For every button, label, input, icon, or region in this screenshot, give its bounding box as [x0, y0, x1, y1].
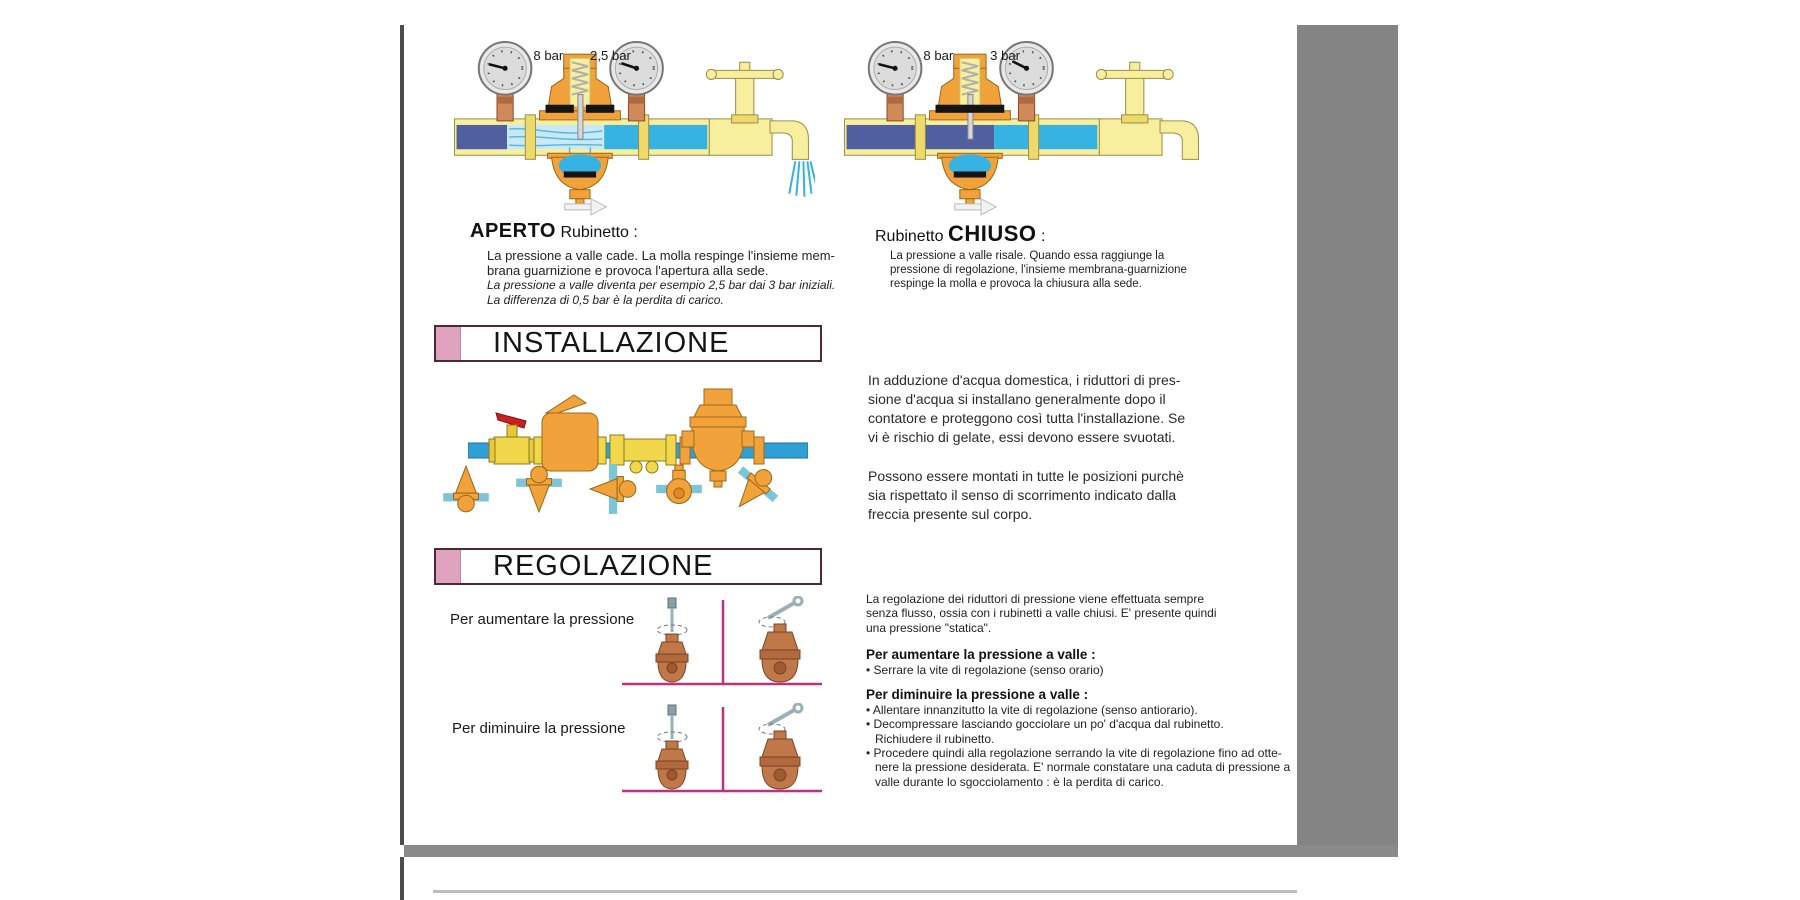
figure-open-line: brana guarnizione e provoca l'apertura alla sede.: [487, 263, 769, 278]
installazione-paragraph-1: [868, 371, 1185, 447]
regolazione-intro-line: senza flusso, ossia con i rubinetti a valle chiusi. E' presente quindi: [866, 606, 1217, 621]
small-reducer-icon: [656, 634, 688, 682]
figure-closed-heading: [875, 221, 1045, 247]
installazione-line: vi è rischio di gelate, essi devono essere svuotati.: [868, 429, 1176, 445]
figure-open-line-italic: La pressione a valle diventa per esempio 2,5 bar dai 3 bar iniziali.: [487, 278, 836, 292]
orientation-icon-down: [514, 462, 564, 516]
section-accent-block: [436, 327, 461, 360]
upstream-gauge-icon: [479, 42, 532, 121]
installazione-line: sione d'acqua si installano generalmente dopo il: [868, 391, 1166, 407]
figure-closed-heading-colon: :: [1040, 228, 1046, 245]
section-header-regolazione: [434, 548, 822, 585]
downstream-gauge-label: 2,5 bar: [590, 48, 631, 64]
increase-pressure-heading: Per aumentare la pressione a valle :: [866, 646, 1096, 662]
figure-open-body: [487, 248, 835, 307]
figure-closed-line: La pressione a valle risale. Quando essa raggiunge la: [890, 250, 1165, 262]
orientation-icon-side: [588, 462, 638, 516]
section-title-regolazione: REGOLAZIONE: [493, 550, 714, 582]
figure-open-heading: [470, 220, 638, 243]
downstream-gauge-label: 3 bar: [990, 48, 1021, 64]
installazione-line: In adduzione d'acqua domestica, i riduttori di pres-: [868, 372, 1181, 388]
screwdriver-icon: [657, 598, 687, 635]
section-accent-block: [436, 550, 461, 583]
faucet-closed-icon: [1096, 62, 1198, 159]
installazione-line: Possono essere montati in tutte le posizioni purchè: [868, 468, 1184, 484]
decrease-bullet: • Decompressare lasciando gocciolare un po' d'acqua dal rubinetto.: [866, 717, 1224, 732]
figure-open-heading-rest: Rubinetto :: [560, 224, 638, 241]
figure-open-line-italic: La differenza di 0,5 bar è la perdita di carico.: [487, 292, 724, 307]
decrease-bullet-continuation: valle durante lo sgocciolamento : è la perdita di carico.: [875, 774, 1164, 789]
large-reducer-icon: [760, 731, 800, 789]
regolazione-intro-line: una pressione "statica".: [866, 620, 992, 635]
section-title-installazione: INSTALLAZIONE: [493, 327, 730, 359]
ball-valve-icon: [489, 413, 535, 464]
orientation-icon-front: [654, 462, 704, 516]
decrease-bullet-continuation: Richiudere il rubinetto.: [875, 731, 995, 746]
orientation-icon-diagonal: [729, 462, 779, 516]
upstream-gauge-label: 8 bar: [533, 48, 564, 64]
figure-closed-body: [890, 249, 1187, 291]
next-page-left-edge: [400, 857, 404, 900]
orientation-icon-up: [441, 462, 491, 516]
regolazione-text-column: [866, 592, 1291, 789]
decrease-pressure-heading: Per diminuire la pressione a valle :: [866, 687, 1089, 703]
increase-bullet: • Serrare la vite di regolazione (senso orario): [866, 662, 1104, 677]
decrease-bullet: • Allentare innanzitutto la vite di regolazione (senso antiorario).: [866, 703, 1198, 718]
figure-open-heading-bold: APERTO: [470, 220, 556, 242]
upstream-gauge-icon: [869, 42, 922, 121]
wrench-icon: [759, 704, 802, 734]
valve-open-figure: [450, 40, 815, 220]
wrench-icon: [759, 597, 802, 627]
label-decrease-pressure: Per diminuire la pressione: [452, 720, 626, 737]
installazione-line: sia rispettato il senso di scorrimento indicato dalla: [868, 487, 1177, 503]
adjust-increase-figure: [560, 596, 830, 692]
next-page-top-rule: [433, 890, 1297, 893]
adjust-decrease-figure: [560, 703, 830, 799]
figure-closed-heading-bold: CHIUSO: [947, 221, 1037, 246]
screwdriver-icon: [657, 705, 687, 742]
water-spray-icon: [789, 161, 815, 196]
page-right-shadow: [1297, 25, 1398, 845]
decrease-bullet: • Procedere quindi alla regolazione serrando la vite di regolazione fino ad otte-: [866, 746, 1282, 761]
figure-open-line: La pressione a valle cade. La molla respinge l'insieme mem-: [487, 248, 835, 263]
valve-closed-figure: [840, 40, 1205, 220]
faucet-open-icon: [706, 62, 815, 196]
small-reducer-icon: [656, 741, 688, 789]
label-increase-pressure: Per aumentare la pressione: [450, 611, 635, 628]
installazione-line: freccia presente sul corpo.: [868, 506, 1033, 522]
water-meter-icon: [534, 395, 606, 471]
regolazione-intro-line: La regolazione dei riduttori di pressione viene effettuata sempre: [866, 592, 1204, 606]
decrease-bullet-continuation: nere la pressione desiderata. E' normale constatare una caduta di pressione a: [875, 760, 1291, 775]
section-header-installazione: [434, 325, 822, 362]
figure-closed-heading-first: Rubinetto: [875, 228, 944, 245]
upstream-gauge-label: 8 bar: [923, 48, 954, 64]
installazione-paragraph-2: [868, 467, 1184, 524]
page-separator-band: [404, 845, 1398, 857]
page-left-edge: [400, 25, 404, 845]
large-reducer-icon: [760, 624, 800, 682]
flow-direction-arrow-icon: [955, 199, 996, 215]
figure-closed-line: pressione di regolazione, l'insieme membrana-guarnizione: [890, 264, 1187, 276]
installazione-line: contatore e proteggono così tutta l'installazione. Se: [868, 410, 1186, 426]
flow-direction-arrow-icon: [565, 199, 606, 215]
figure-closed-line: respinge la molla e provoca la chiusura alla sede.: [890, 278, 1142, 290]
